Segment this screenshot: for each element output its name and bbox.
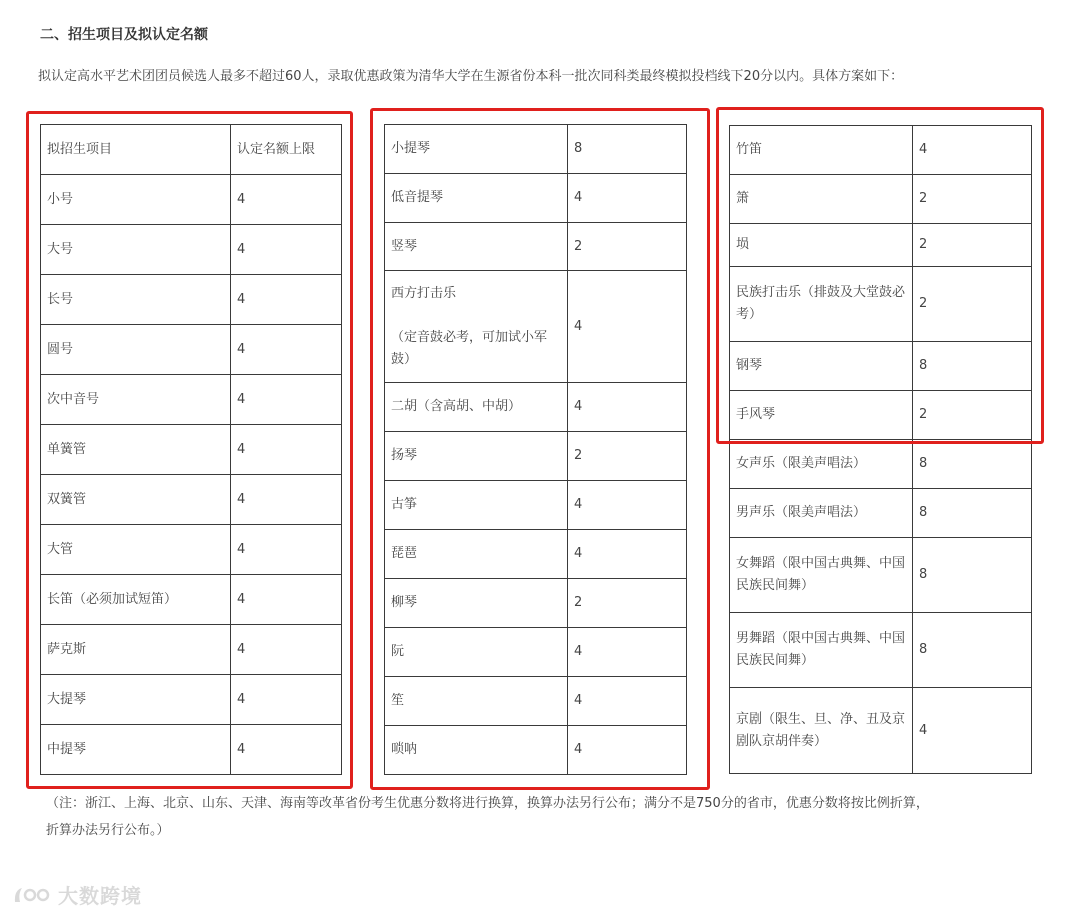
table-header-row [41, 125, 342, 175]
quota-cell: 4 [568, 383, 687, 432]
table-row [385, 383, 687, 432]
table-row [385, 271, 687, 383]
project-name-cell: 圆号 [41, 325, 231, 375]
project-name-cell: 大号 [41, 225, 231, 275]
watermark-text: 大数跨境 [58, 884, 142, 908]
table-row [385, 677, 687, 726]
table-row [730, 688, 1032, 774]
project-name-cell: 古筝 [385, 481, 568, 530]
quota-cell: 4 [568, 530, 687, 579]
table-row [385, 579, 687, 628]
project-name-cell: 小提琴 [385, 125, 568, 174]
quota-cell: 2 [913, 267, 1032, 342]
watermark [12, 880, 142, 909]
project-name-cell: 笙 [385, 677, 568, 726]
quota-cell: 4 [231, 325, 342, 375]
project-name-cell: 西方打击乐 （定音鼓必考，可加试小军鼓） [385, 271, 568, 383]
quota-cell: 4 [231, 275, 342, 325]
table-row [385, 223, 687, 271]
section-heading: 二、招生项目及拟认定名额 [40, 27, 208, 43]
quota-cell: 4 [568, 481, 687, 530]
table-row [385, 530, 687, 579]
project-name-cell: 民族打击乐（排鼓及大堂鼓必考） [730, 267, 913, 342]
quota-cell: 4 [913, 688, 1032, 774]
project-name-cell: 柳琴 [385, 579, 568, 628]
watermark-logo-icon [12, 884, 52, 906]
header-cell: 拟招生项目 [41, 125, 231, 175]
project-name-cell: 竖琴 [385, 223, 568, 271]
project-name-cell: 女舞蹈（限中国古典舞、中国民族民间舞） [730, 538, 913, 613]
quota-cell: 4 [231, 575, 342, 625]
project-name-cell: 单簧管 [41, 425, 231, 475]
table-row [41, 525, 342, 575]
quota-cell: 4 [231, 675, 342, 725]
table-row [385, 432, 687, 481]
project-name-cell: 男声乐（限美声唱法） [730, 489, 913, 538]
project-name-cell: 手风琴 [730, 391, 913, 440]
table-row [41, 325, 342, 375]
quota-cell: 4 [568, 726, 687, 775]
table-row [730, 489, 1032, 538]
table-row [385, 125, 687, 174]
table-row [730, 224, 1032, 267]
table-row [730, 342, 1032, 391]
quota-cell: 4 [231, 525, 342, 575]
quota-cell: 2 [913, 175, 1032, 224]
project-name-cell: 双簧管 [41, 475, 231, 525]
quota-table-1 [40, 124, 342, 775]
table-row [730, 613, 1032, 688]
quota-cell: 4 [568, 271, 687, 383]
project-name-cell: 男舞蹈（限中国古典舞、中国民族民间舞） [730, 613, 913, 688]
quota-cell: 4 [231, 475, 342, 525]
table-row [730, 126, 1032, 175]
quota-cell: 2 [568, 432, 687, 481]
table-row [41, 475, 342, 525]
table-row [41, 675, 342, 725]
table-row [41, 175, 342, 225]
quota-cell: 2 [913, 224, 1032, 267]
quota-cell: 8 [913, 538, 1032, 613]
project-name-cell: 京剧（限生、旦、净、丑及京剧队京胡伴奏） [730, 688, 913, 774]
table-row [385, 481, 687, 530]
project-name-cell: 竹笛 [730, 126, 913, 175]
project-name-cell: 二胡（含高胡、中胡） [385, 383, 568, 432]
table-row [41, 625, 342, 675]
table-row [385, 174, 687, 223]
quota-cell: 8 [913, 489, 1032, 538]
quota-cell: 4 [231, 225, 342, 275]
table-row [41, 225, 342, 275]
table-row [730, 538, 1032, 613]
project-name-cell: 扬琴 [385, 432, 568, 481]
quota-cell: 8 [913, 440, 1032, 489]
quota-cell: 4 [231, 625, 342, 675]
quota-cell: 8 [568, 125, 687, 174]
quota-cell: 2 [913, 391, 1032, 440]
table-row [730, 175, 1032, 224]
quota-cell: 4 [231, 425, 342, 475]
project-name-cell: 箫 [730, 175, 913, 224]
table-row [385, 628, 687, 677]
project-name-cell: 大提琴 [41, 675, 231, 725]
project-name-cell: 萨克斯 [41, 625, 231, 675]
quota-table-3 [729, 125, 1032, 774]
table-row [730, 440, 1032, 489]
table-row [41, 575, 342, 625]
project-name-cell: 大管 [41, 525, 231, 575]
project-name-cell: 琵琶 [385, 530, 568, 579]
project-name-cell: 长笛（必须加试短笛） [41, 575, 231, 625]
table-row [385, 726, 687, 775]
header-cell: 认定名额上限 [231, 125, 342, 175]
quota-cell: 2 [568, 579, 687, 628]
project-name-cell: 阮 [385, 628, 568, 677]
table-row [41, 275, 342, 325]
project-name-cell: 女声乐（限美声唱法） [730, 440, 913, 489]
quota-cell: 4 [231, 175, 342, 225]
quota-cell: 8 [913, 342, 1032, 391]
quota-cell: 4 [231, 725, 342, 775]
table-row [730, 267, 1032, 342]
quota-cell: 8 [913, 613, 1032, 688]
quota-cell: 4 [231, 375, 342, 425]
quota-cell: 4 [913, 126, 1032, 175]
project-name-cell: 长号 [41, 275, 231, 325]
project-name-cell: 埙 [730, 224, 913, 267]
table-row [41, 725, 342, 775]
table-row [41, 425, 342, 475]
table-row [41, 375, 342, 425]
project-name-cell: 小号 [41, 175, 231, 225]
quota-table-2 [384, 124, 687, 775]
project-name-cell: 中提琴 [41, 725, 231, 775]
footnote: （注：浙江、上海、北京、山东、天津、海南等改革省份考生优惠分数将进行换算，换算办法另行公布；满分不是750分的省市，优惠分数将按比例折算，折算办法另行公布。） [46, 796, 929, 838]
project-name-cell: 唢呐 [385, 726, 568, 775]
intro-paragraph: 拟认定高水平艺术团团员候选人最多不超过60人，录取优惠政策为清华大学在生源省份本科一批次同科类最终模拟投档线下20分以内。具体方案如下： [38, 69, 904, 84]
quota-cell: 4 [568, 677, 687, 726]
project-name-cell: 钢琴 [730, 342, 913, 391]
quota-cell: 2 [568, 223, 687, 271]
project-name-cell: 次中音号 [41, 375, 231, 425]
project-name-cell: 低音提琴 [385, 174, 568, 223]
quota-cell: 4 [568, 628, 687, 677]
quota-cell: 4 [568, 174, 687, 223]
table-row [730, 391, 1032, 440]
